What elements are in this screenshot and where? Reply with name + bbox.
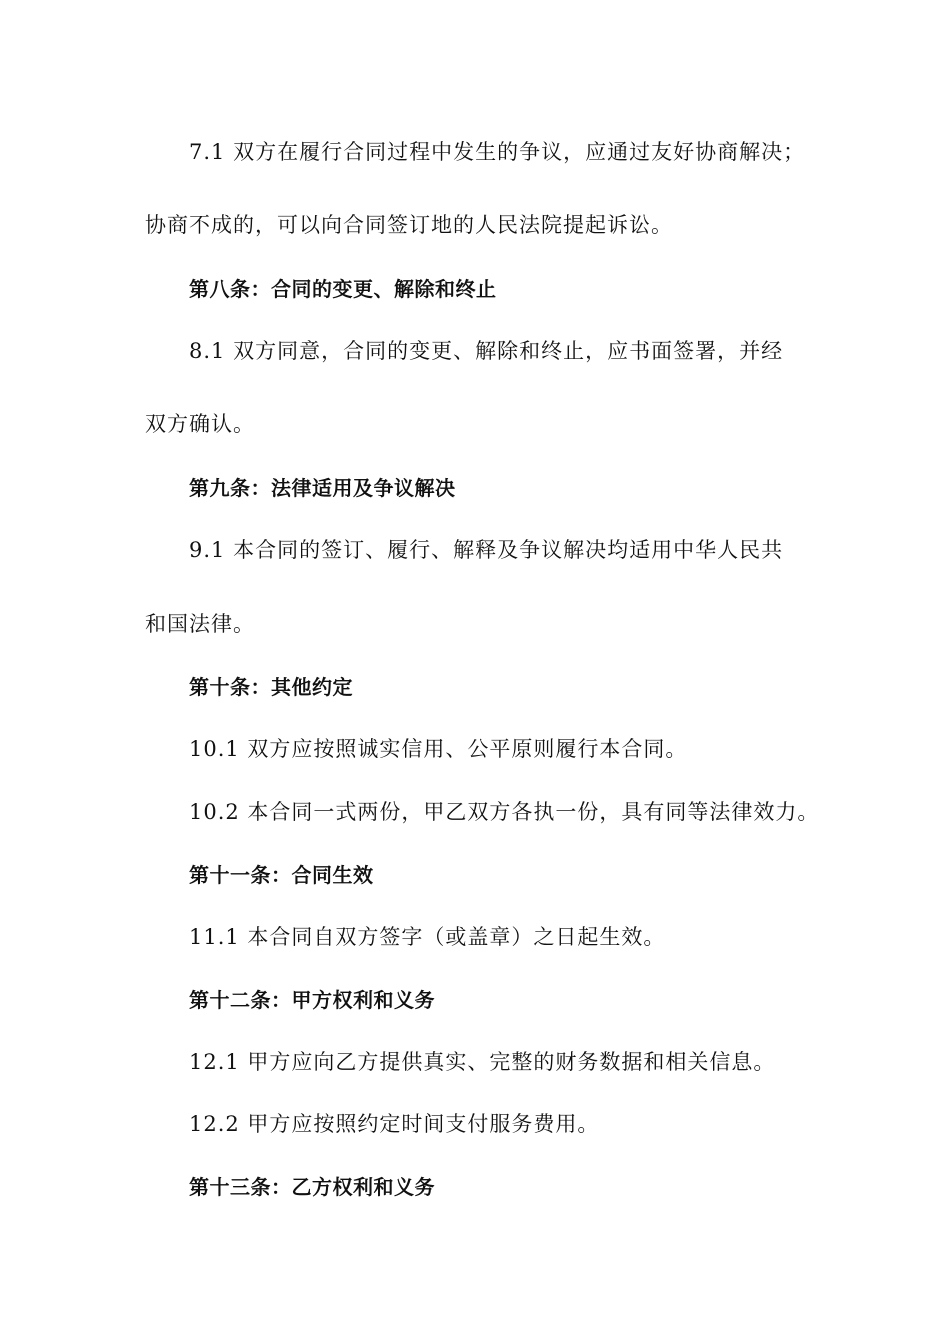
article-8-heading: 第八条：合同的变更、解除和终止 [189, 277, 497, 301]
article-10-heading: 第十条：其他约定 [189, 675, 353, 699]
clause-9-1-line-1: 9.1 本合同的签订、履行、解释及争议解决均适用中华人民共 [189, 538, 784, 562]
clause-8-1-line-2: 双方确认。 [145, 412, 255, 436]
article-12-heading: 第十二条：甲方权利和义务 [189, 988, 435, 1012]
clause-7-1-line-1: 7.1 双方在履行合同过程中发生的争议，应通过友好协商解决； [189, 140, 806, 164]
clause-10-2: 10.2 本合同一式两份，甲乙双方各执一份，具有同等法律效力。 [189, 800, 820, 824]
clause-11-1: 11.1 本合同自双方签字（或盖章）之日起生效。 [189, 925, 666, 949]
article-9-heading: 第九条：法律适用及争议解决 [189, 476, 456, 500]
clause-7-1-line-2: 协商不成的，可以向合同签订地的人民法院提起诉讼。 [145, 213, 673, 237]
clause-9-1-line-2: 和国法律。 [145, 612, 255, 636]
article-13-heading: 第十三条：乙方权利和义务 [189, 1175, 435, 1199]
article-11-heading: 第十一条：合同生效 [189, 863, 374, 887]
clause-8-1-line-1: 8.1 双方同意，合同的变更、解除和终止，应书面签署，并经 [189, 339, 784, 363]
clause-12-1: 12.1 甲方应向乙方提供真实、完整的财务数据和相关信息。 [189, 1050, 776, 1074]
clause-10-1: 10.1 双方应按照诚实信用、公平原则履行本合同。 [189, 737, 688, 761]
clause-12-2: 12.2 甲方应按照约定时间支付服务费用。 [189, 1112, 600, 1136]
